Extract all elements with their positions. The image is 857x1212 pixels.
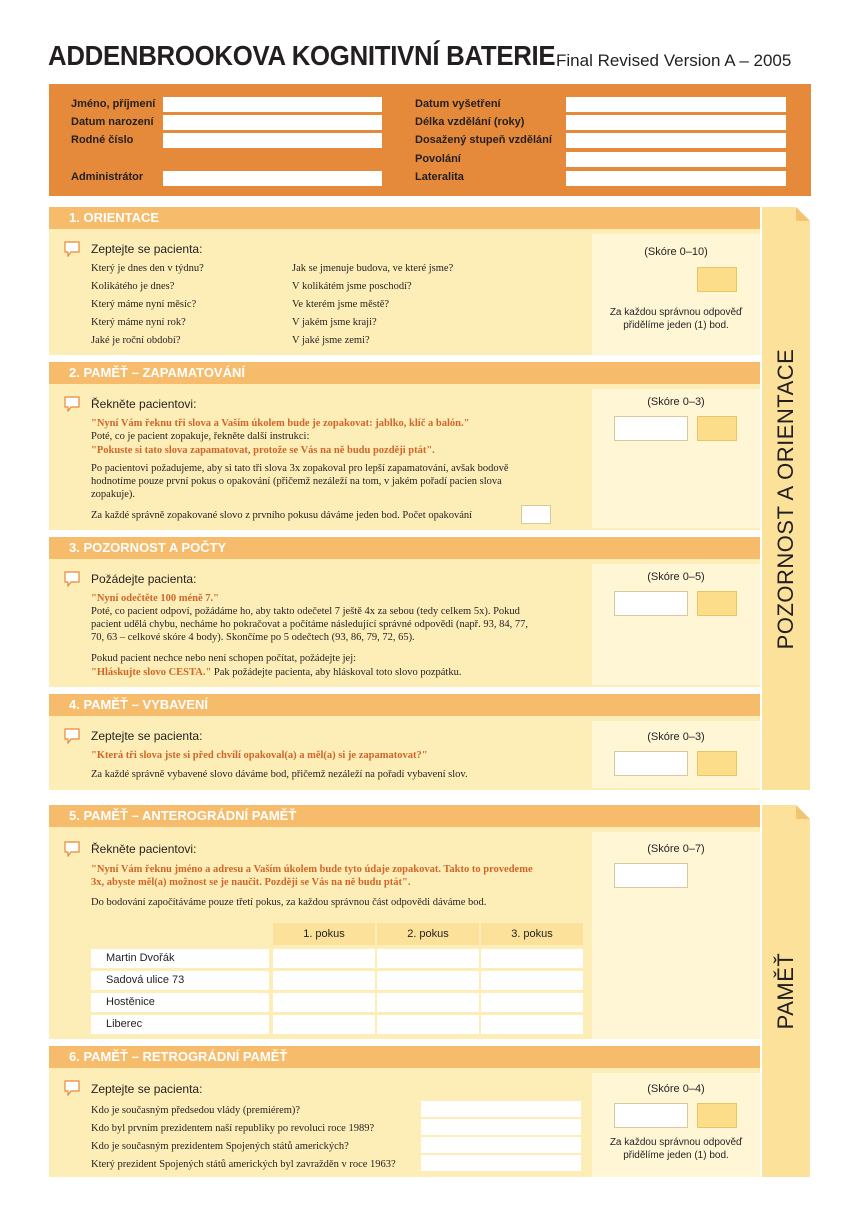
instruction-text: Za každé správně zopakované slovo z prvního pokusu dáváme jeden bod. Počet opakování: [91, 510, 473, 521]
answer-field[interactable]: [421, 1101, 581, 1117]
answer-cell[interactable]: [273, 971, 375, 990]
section-recall: [49, 694, 760, 790]
education-level-field[interactable]: [566, 133, 786, 148]
question: Kolikátého je dnes?: [91, 281, 175, 292]
laterality-field[interactable]: [566, 171, 786, 186]
document-title: ADDENBROOKOVA KOGNITIVNÍ BATERIE: [48, 40, 556, 71]
instruction-lead: Řekněte pacientovi:: [91, 842, 197, 856]
speech-bubble-icon: [64, 1080, 80, 1096]
spoken-instruction: "Nyní Vám řeknu jméno a adresu a Vaším úkolem bude tyto údaje zopakovat. Takto to provedeme 3x, abyste měl(a) možnost se je naučit. Později se Vás na ně budu ptát".: [91, 864, 533, 888]
question: Který máme nyní rok?: [91, 317, 186, 328]
column-header: 3. pokus: [481, 923, 583, 945]
answer-cell[interactable]: [377, 971, 479, 990]
question: Který prezident Spojených států amerických byl zavražděn v roce 1963?: [91, 1159, 396, 1170]
name-label: Jméno, příjmení: [71, 98, 156, 110]
section-attention-calculation: [49, 537, 760, 687]
name-field[interactable]: [163, 97, 382, 112]
education-level-label: Dosažený stupeň vzdělání: [415, 134, 552, 146]
birth-number-field[interactable]: [163, 133, 382, 148]
section-title: 1. ORIENTACE: [49, 207, 760, 229]
instruction-text: Poté, co je pacient zopakuje, řekněte další instrukci:: [91, 431, 310, 442]
question: V jakém jsme kraji?: [292, 317, 377, 328]
question: Kdo byl prvním prezidentem naší republiky po revoluci roce 1989?: [91, 1123, 375, 1134]
question: Který je dnes den v týdnu?: [91, 263, 204, 274]
question: V kolikátém jsme poschodí?: [292, 281, 412, 292]
instruction-text: [91, 666, 461, 679]
sidebar-label: POZORNOST A ORIENTACE: [773, 348, 798, 649]
speech-bubble-icon: [64, 841, 80, 857]
spoken-instruction: "Nyní odečtěte 100 méně 7.": [91, 593, 220, 604]
score-box[interactable]: [614, 416, 688, 441]
column-header: 2. pokus: [377, 923, 479, 945]
answer-cell[interactable]: [377, 993, 479, 1012]
sidebar-label: PAMĚŤ: [773, 952, 798, 1030]
instruction-text: Do bodování započítáváme pouze třetí pokus, za každou správnou část odpovědi dáváme bod.: [91, 897, 487, 908]
answer-cell[interactable]: [273, 993, 375, 1012]
speech-bubble-icon: [64, 728, 80, 744]
speech-bubble-icon: [64, 571, 80, 587]
instruction-text: Za každé správně vybavené slovo dáváme bod, přičemž nezáleží na pořadí vybavení slov.: [91, 769, 468, 780]
score-total-box[interactable]: [697, 1103, 737, 1128]
score-column: [592, 389, 760, 528]
question: Který máme nyní měsíc?: [91, 299, 197, 310]
instruction-lead: Zeptejte se pacienta:: [91, 729, 203, 743]
score-total-box[interactable]: [697, 416, 737, 441]
exam-date-label: Datum vyšetření: [415, 98, 501, 110]
spoken-instruction: "Která tři slova jste si před chvílí opakoval(a) a měl(a) si je zapamatovat?": [91, 750, 428, 761]
administrator-label: Administrátor: [71, 171, 144, 183]
question: Jak se jmenuje budova, ve které jsme?: [292, 263, 454, 274]
instruction-lead: Řekněte pacientovi:: [91, 397, 197, 411]
section-title: 5. PAMĚŤ – ANTEROGRÁDNÍ PAMĚŤ: [49, 805, 760, 827]
speech-bubble-icon: [64, 241, 80, 257]
administrator-field[interactable]: [163, 171, 382, 186]
answer-field[interactable]: [421, 1119, 581, 1135]
answer-cell[interactable]: [377, 949, 479, 968]
score-range: (Skóre 0–4): [647, 1083, 705, 1095]
address-item: Martin Dvořák: [106, 952, 175, 964]
score-total-box[interactable]: [697, 591, 737, 616]
repetition-count-box[interactable]: [521, 505, 551, 524]
occupation-field[interactable]: [566, 152, 786, 167]
score-column: [592, 234, 760, 355]
corner-fold: [796, 207, 810, 221]
answer-cell[interactable]: [377, 1015, 479, 1034]
occupation-label: Povolání: [415, 153, 461, 165]
address-item: Hostěnice: [106, 996, 155, 1008]
corner-fold: [796, 805, 810, 819]
score-total-box[interactable]: [697, 751, 737, 776]
score-range: (Skóre 0–10): [644, 246, 708, 258]
section-title: 3. POZORNOST A POČTY: [49, 537, 760, 559]
answer-cell[interactable]: [481, 993, 583, 1012]
question: Ve kterém jsme městě?: [292, 299, 390, 310]
birth-number-label: Rodné číslo: [71, 134, 134, 146]
score-note: Za každou správnou odpověď přidělíme jeden (1) bod.: [609, 1137, 743, 1161]
birthdate-field[interactable]: [163, 115, 382, 130]
spoken-instruction: "Pokuste si tato slova zapamatovat, protože se Vás na ně budu později ptát".: [91, 445, 435, 456]
score-box[interactable]: [614, 751, 688, 776]
address-item: Sadová ulice 73: [106, 974, 185, 986]
section-title: 2. PAMĚŤ – ZAPAMATOVÁNÍ: [49, 362, 760, 384]
speech-bubble-icon: [64, 396, 80, 412]
answer-cell[interactable]: [273, 1015, 375, 1034]
instruction-text: Pak požádejte pacienta, aby hláskoval toto slovo pozpátku.: [211, 667, 462, 678]
section-title: 4. PAMĚŤ – VYBAVENÍ: [49, 694, 760, 716]
score-total-box[interactable]: [697, 267, 737, 292]
answer-cell[interactable]: [273, 949, 375, 968]
instruction-lead: Zeptejte se pacienta:: [91, 1082, 203, 1096]
question: V jaké jsme zemi?: [292, 335, 370, 346]
answer-cell[interactable]: [481, 971, 583, 990]
instruction-lead: Požádejte pacienta:: [91, 572, 197, 586]
address-item: Liberec: [106, 1018, 143, 1030]
score-box[interactable]: [614, 591, 688, 616]
instruction-lead: Zeptejte se pacienta:: [91, 242, 203, 256]
score-note: Za každou správnou odpověď přidělíme jeden (1) bod.: [609, 307, 743, 331]
section-title: 6. PAMĚŤ – RETROGRÁDNÍ PAMĚŤ: [49, 1046, 760, 1068]
question: Kdo je současným prezidentem Spojených států amerických?: [91, 1141, 349, 1152]
score-column: [592, 1073, 760, 1177]
exam-date-field[interactable]: [566, 97, 786, 112]
education-years-label: Délka vzdělání (roky): [415, 116, 525, 128]
score-column: [592, 721, 760, 788]
document-version: Final Revised Version A – 2005: [556, 51, 792, 70]
score-box[interactable]: [614, 1103, 688, 1128]
question: Jaké je roční období?: [91, 335, 181, 346]
education-years-field[interactable]: [566, 115, 786, 130]
score-column: [592, 832, 760, 1039]
score-range: (Skóre 0–3): [647, 731, 705, 743]
section-registration: [49, 362, 760, 530]
instruction-text: Poté, co pacient odpoví, požádáme ho, aby takto odečetel 7 ještě 4x za sebou (tedy celkem 5x). Pokud pacient udělá chybu, necháme ho pokračovat a počítáme následující správné odpovědi (např. 93, 84, 77, 70, 63 – celkové skóre 4 body). Skončíme po 5 odečtech (93, 86, 79, 72, 65).: [91, 606, 529, 643]
patient-header-form: [49, 84, 811, 196]
laterality-label: Lateralita: [415, 171, 464, 183]
spoken-instruction: "Nyní Vám řeknu tři slova a Vaším úkolem bude je zopakovat: jablko, klíč a balón.": [91, 418, 470, 429]
score-range: (Skóre 0–7): [647, 843, 705, 855]
score-range: (Skóre 0–3): [647, 396, 705, 408]
answer-field[interactable]: [421, 1155, 581, 1171]
score-range: (Skóre 0–5): [647, 571, 705, 583]
section-orientation: [49, 207, 760, 355]
answer-cell[interactable]: [481, 949, 583, 968]
answer-field[interactable]: [421, 1137, 581, 1153]
question: Kdo je současným předsedou vlády (premiérem)?: [91, 1105, 301, 1116]
column-header: 1. pokus: [273, 923, 375, 945]
score-box[interactable]: [614, 863, 688, 888]
instruction-text: Pokud pacient nechce nebo není schopen počítat, požádejte jej:: [91, 653, 357, 664]
score-column: [592, 564, 760, 685]
sidebar-attention-orientation: [762, 207, 810, 790]
section-anterograde-memory: [49, 805, 760, 1039]
spoken-instruction: "Hláskujte slovo CESTA.": [91, 667, 212, 678]
sidebar-memory: [762, 805, 810, 1177]
answer-cell[interactable]: [481, 1015, 583, 1034]
instruction-text: Po pacientovi požadujeme, aby si tato tři slova 3x zopakoval pro lepší zapamatování, avšak bodově hodnotíme pouze první pokus o opakování (přičemž nezáleží na tom, v jakém pořadí pacien slova zopakuje).: [91, 463, 509, 500]
birthdate-label: Datum narození: [71, 116, 154, 128]
section-retrograde-memory: [49, 1046, 760, 1177]
